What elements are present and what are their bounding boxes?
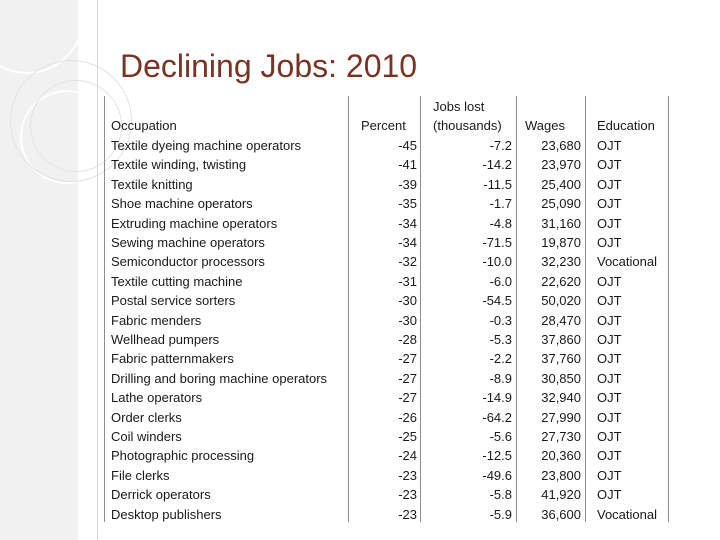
cell-occupation: File clerks [111, 467, 170, 483]
cell-percent: -27 [398, 370, 417, 386]
cell-education: OJT [597, 351, 622, 367]
cell-wages: 19,870 [541, 235, 581, 250]
header-percent: Percent [361, 118, 406, 133]
cell-jobs-lost: -54.5 [482, 293, 512, 309]
header-jobs-lost-line1: Jobs lost [433, 99, 485, 114]
cell-wages: 36,600 [541, 506, 581, 522]
cell-education: Vocational [597, 254, 657, 270]
cell-wages: 30,850 [541, 370, 581, 386]
cell-occupation: Shoe machine operators [111, 196, 253, 212]
column-separator [420, 96, 421, 522]
cell-wages: 27,990 [541, 409, 581, 425]
cell-jobs-lost: -5.3 [489, 332, 512, 347]
cell-education: OJT [597, 215, 622, 231]
cell-occupation: Order clerks [111, 409, 182, 425]
cell-jobs-lost: -11.5 [483, 176, 512, 192]
cell-education: OJT [597, 332, 622, 347]
header-wages: Wages [525, 118, 565, 133]
cell-percent: -24 [398, 448, 417, 464]
cell-occupation: Postal service sorters [111, 293, 236, 309]
cell-occupation: Textile dyeing machine operators [111, 138, 302, 153]
header-occupation: Occupation [111, 118, 177, 133]
column-separator [585, 96, 586, 522]
cell-jobs-lost: -8.9 [489, 370, 512, 386]
cell-wages: 41,920 [541, 487, 581, 503]
cell-jobs-lost: -64.2 [482, 409, 512, 425]
cell-education: OJT [597, 390, 622, 406]
cell-wages: 25,400 [541, 176, 581, 192]
cell-occupation: Wellhead pumpers [111, 332, 220, 347]
cell-occupation: Sewing machine operators [111, 235, 265, 250]
cell-education: OJT [597, 138, 622, 153]
cell-percent: -23 [398, 467, 417, 483]
cell-occupation: Photographic processing [111, 448, 255, 464]
cell-percent: -27 [398, 351, 417, 367]
cell-education: OJT [597, 293, 622, 309]
cell-wages: 28,470 [541, 312, 581, 328]
cell-percent: -30 [398, 312, 417, 328]
cell-occupation: Textile knitting [111, 176, 193, 192]
cell-occupation: Textile cutting machine [111, 273, 243, 289]
cell-wages: 20,360 [541, 448, 581, 464]
cell-wages: 25,090 [541, 196, 581, 212]
cell-wages: 37,760 [541, 351, 581, 367]
cell-occupation: Semiconductor processors [111, 254, 265, 270]
header-education: Education [597, 118, 655, 133]
cell-occupation: Derrick operators [111, 487, 211, 503]
cell-jobs-lost: -14.9 [482, 390, 512, 406]
cell-education: OJT [597, 409, 622, 425]
cell-jobs-lost: -6.0 [489, 273, 512, 289]
cell-education: OJT [597, 157, 622, 173]
cell-education: OJT [597, 196, 622, 212]
header-jobs-lost-line2: (thousands) [433, 118, 502, 133]
cell-percent: -30 [398, 293, 417, 309]
cell-occupation: Coil winders [111, 429, 182, 444]
cell-education: OJT [597, 312, 622, 328]
cell-jobs-lost: -5.9 [489, 506, 512, 522]
cell-jobs-lost: -7.2 [489, 138, 512, 153]
cell-jobs-lost: -0.3 [489, 312, 512, 328]
cell-wages: 22,620 [541, 273, 581, 289]
cell-jobs-lost: -2.2 [489, 351, 512, 367]
slide-title: Declining Jobs: 2010 [120, 48, 418, 84]
cell-education: OJT [597, 448, 622, 464]
cell-education: OJT [597, 176, 622, 192]
cell-jobs-lost: -49.6 [482, 467, 512, 483]
cell-percent: -27 [398, 390, 417, 406]
cell-education: OJT [597, 273, 622, 289]
cell-percent: -34 [398, 215, 417, 231]
cell-jobs-lost: -1.7 [489, 196, 512, 212]
cell-wages: 23,800 [541, 467, 581, 483]
cell-jobs-lost: -14.2 [482, 157, 512, 173]
cell-percent: -35 [398, 196, 417, 212]
cell-occupation: Desktop publishers [111, 506, 222, 522]
cell-jobs-lost: -10.0 [482, 254, 512, 270]
cell-education: OJT [597, 370, 622, 386]
declining-jobs-table [104, 96, 720, 522]
cell-occupation: Fabric menders [111, 312, 202, 328]
cell-wages: 32,230 [541, 254, 581, 270]
cell-wages: 27,730 [541, 429, 581, 444]
cell-percent: -28 [398, 332, 417, 347]
cell-wages: 32,940 [541, 390, 581, 406]
cell-occupation: Textile winding, twisting [111, 157, 247, 173]
cell-education: OJT [597, 429, 622, 444]
column-separator [348, 96, 349, 522]
cell-education: OJT [597, 467, 622, 483]
cell-occupation: Extruding machine operators [111, 215, 278, 231]
cell-percent: -25 [398, 429, 417, 444]
cell-percent: -39 [398, 176, 417, 192]
cell-education: Vocational [597, 506, 657, 522]
cell-wages: 23,680 [541, 138, 581, 153]
column-separator [516, 96, 517, 522]
cell-percent: -26 [398, 409, 417, 425]
cell-jobs-lost: -5.6 [489, 429, 512, 444]
cell-wages: 37,860 [541, 332, 581, 347]
cell-jobs-lost: -5.8 [489, 487, 512, 503]
cell-wages: 50,020 [541, 293, 581, 309]
cell-percent: -45 [398, 138, 417, 153]
cell-education: OJT [597, 235, 622, 250]
cell-percent: -23 [398, 487, 417, 503]
cell-education: OJT [597, 487, 622, 503]
cell-jobs-lost: -4.8 [489, 215, 512, 231]
cell-percent: -41 [398, 157, 417, 173]
cell-occupation: Fabric patternmakers [111, 351, 234, 367]
cell-wages: 23,970 [541, 157, 581, 173]
cell-occupation: Lathe operators [111, 390, 203, 406]
cell-percent: -31 [398, 273, 417, 289]
cell-occupation: Drilling and boring machine operators [111, 370, 328, 386]
cell-jobs-lost: -12.5 [482, 448, 512, 464]
cell-jobs-lost: -71.5 [482, 235, 512, 250]
cell-wages: 31,160 [541, 215, 581, 231]
cell-percent: -34 [398, 235, 417, 250]
cell-percent: -32 [398, 254, 417, 270]
cell-percent: -23 [398, 506, 417, 522]
vertical-rule [97, 0, 98, 540]
